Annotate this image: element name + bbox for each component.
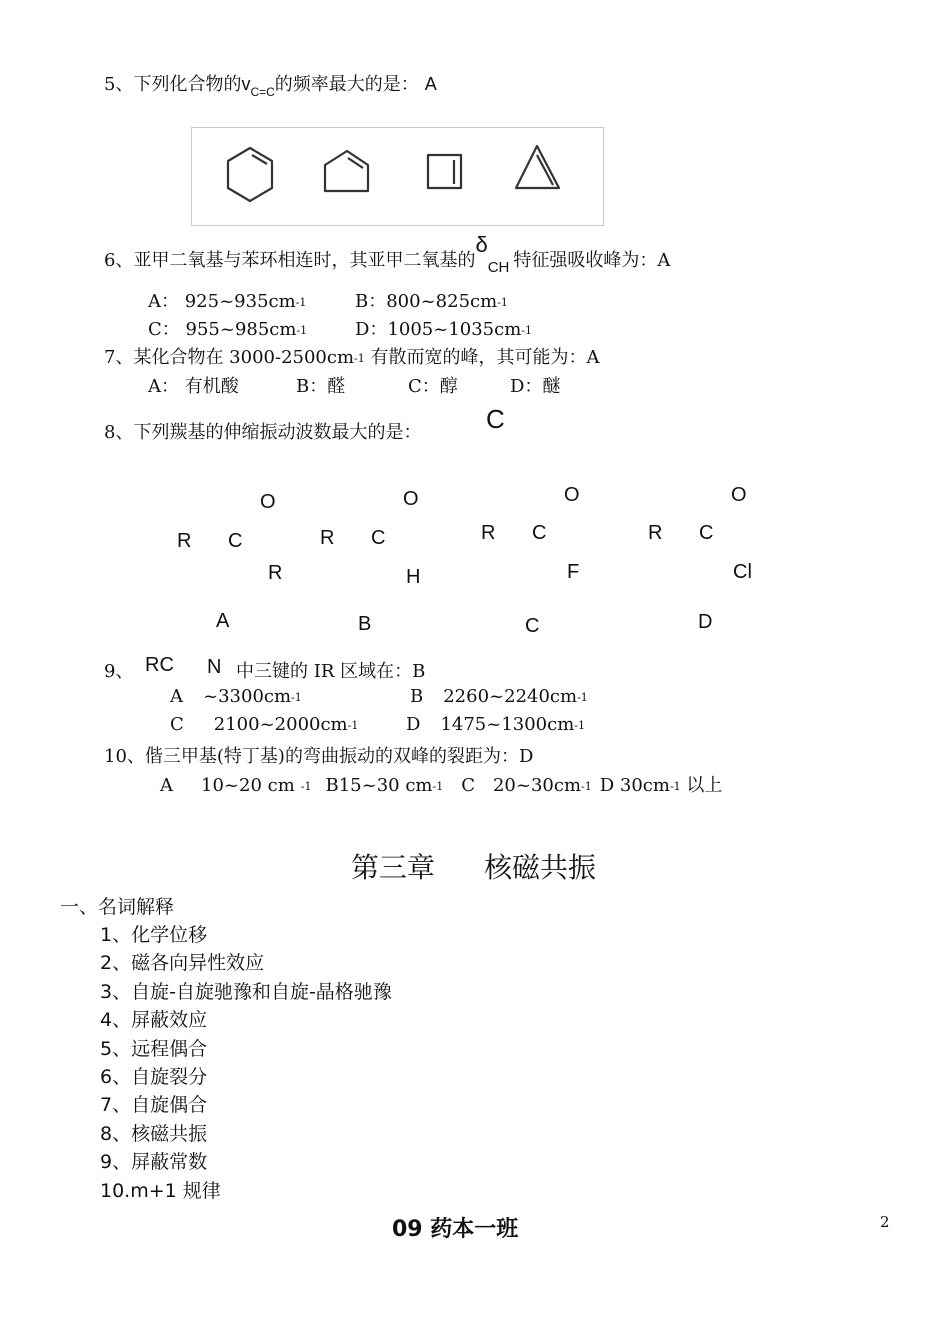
footer-class-name: 09 药本一班	[392, 1217, 519, 1242]
carbonyl-d-substituent: Cl	[733, 561, 752, 583]
q6-delta-symbol: δ	[475, 232, 488, 257]
q9-n: N	[207, 656, 222, 678]
list-item: 10.m+1 规律	[100, 1180, 221, 1202]
carbonyl-a-carbon: C	[228, 530, 243, 552]
carbonyl-b-substituent: H	[406, 566, 421, 588]
q7-suffix: 有散而宽的峰，其可能为：A	[370, 347, 600, 368]
list-item: 2、磁各向异性效应	[100, 952, 265, 974]
chapter-title: 第三章	[351, 851, 436, 884]
q9-option-d-value: 1475~1300cm	[440, 714, 575, 735]
q7-sup: -1	[354, 352, 365, 365]
q10-option-d: D 30cm	[599, 775, 670, 796]
q6-option-c-label: C：	[148, 319, 180, 340]
q9-rc: RC	[145, 654, 174, 676]
carbonyl-b-label: B	[358, 613, 372, 635]
carbonyl-d-carbon: C	[699, 522, 714, 544]
list-item: 9、屏蔽常数	[100, 1151, 208, 1173]
list-item: 6、自旋裂分	[100, 1066, 208, 1088]
list-item: 8、核磁共振	[100, 1123, 208, 1145]
q10-option-a-label: A	[160, 775, 173, 796]
carbonyl-a-oxygen: O	[260, 491, 276, 513]
question-8: 8、下列羰基的伸缩振动波数最大的是：	[104, 422, 422, 443]
q6-option-c-value: 955~985cm	[185, 319, 297, 340]
carbonyl-c-carbon: C	[532, 522, 547, 544]
q9-option-d-sup: -1	[574, 719, 586, 732]
carbonyl-d-oxygen: O	[731, 484, 747, 506]
ring-structures-drawing	[192, 128, 603, 225]
carbonyl-d-r: R	[648, 522, 663, 544]
ring-structures-image	[191, 127, 604, 226]
q9-option-d-label: D	[406, 714, 421, 735]
carbonyl-b-carbon: C	[371, 527, 386, 549]
q10-option-a-value: 10~20 cm	[201, 775, 295, 796]
q6-option-a-value: 925~935cm	[184, 291, 296, 312]
q6-option-a-label: A：	[148, 291, 179, 312]
q6-option-c-sup: -1	[296, 324, 308, 337]
q5-nu-symbol: v	[241, 74, 251, 94]
q9-option-b-sup: -1	[577, 691, 588, 704]
list-item: 1、化学位移	[100, 924, 208, 946]
q6-option-b-value: 800~825cm	[386, 291, 498, 312]
q5-prefix: 5、下列化合物的	[104, 74, 242, 95]
q6-option-b-sup: -1	[497, 296, 508, 309]
cyclopropene-ring	[516, 146, 559, 188]
carbonyl-b-oxygen: O	[403, 488, 419, 510]
question-6	[104, 232, 671, 276]
q7-option-c: C：醇	[408, 376, 458, 397]
q10-option-c-sup: -1	[581, 780, 592, 793]
q10-option-c-value: 20~30cm	[492, 775, 582, 796]
q6-option-b	[355, 287, 508, 313]
cyclohexene-ring	[228, 148, 272, 201]
carbonyl-a-substituent: R	[268, 562, 283, 584]
carbonyl-c-r: R	[481, 522, 496, 544]
q7-option-a: A： 有机酸	[148, 376, 239, 397]
list-item: 5、远程偶合	[100, 1038, 208, 1060]
q9-option-c-sup: -1	[347, 719, 359, 732]
q9-option-a	[170, 686, 302, 707]
carbonyl-a-r: R	[177, 530, 192, 552]
q10-option-d-suffix: 以上	[686, 775, 723, 796]
q9-option-c-value: 2100~2000cm	[213, 714, 348, 735]
q9-option-a-sup: -1	[291, 691, 302, 704]
q10-options	[160, 771, 722, 797]
q5-nu-subscript: C=C	[250, 85, 275, 99]
q9-option-b-value: 2260~2240cm	[443, 686, 578, 707]
question-10: 10、偕三甲基(特丁基)的弯曲振动的双峰的裂距为：D	[104, 746, 534, 767]
carbonyl-c-oxygen: O	[564, 484, 580, 506]
q7-option-d: D：醚	[510, 376, 561, 397]
q6-suffix: 特征强吸收峰为：A	[513, 250, 671, 271]
q6-option-a-sup: -1	[295, 296, 307, 309]
q5-suffix: 的频率最大的是：	[274, 74, 419, 95]
q6-option-c	[148, 315, 307, 341]
q8-answer: C	[486, 404, 505, 434]
q10-option-a-sup: -1	[300, 780, 312, 793]
q9-suffix: 中三键的 IR 区域在：B	[236, 661, 426, 682]
q5-answer: A	[424, 74, 437, 94]
q9-option-a-value: ~3300cm	[203, 686, 292, 707]
cyclopentene-ring	[325, 151, 368, 191]
section-heading: 一、名词解释	[60, 896, 175, 918]
q9-option-c	[170, 714, 358, 735]
q9-number: 9、	[104, 661, 134, 682]
q9-option-b	[410, 686, 588, 707]
carbonyl-c-substituent: F	[567, 561, 580, 583]
carbonyl-d-label: D	[698, 611, 713, 633]
q6-option-d-label: D：	[355, 319, 388, 340]
carbonyl-c-label: C	[525, 615, 540, 637]
q6-option-d-value: 1005~1035cm	[387, 319, 522, 340]
q6-option-b-label: B：	[355, 291, 387, 312]
question-9	[104, 657, 133, 683]
q9-option-b-label: B	[410, 686, 424, 707]
q6-option-d-sup: -1	[521, 324, 533, 337]
q7-prefix: 7、某化合物在 3000-2500cm	[104, 347, 355, 368]
list-item: 4、屏蔽效应	[100, 1009, 208, 1031]
q6-option-d	[355, 315, 532, 341]
q7-option-b: B：醛	[296, 376, 346, 397]
chapter-subtitle: 核磁共振	[484, 851, 597, 884]
q6-delta-subscript: CH	[487, 259, 510, 276]
q10-option-d-sup: -1	[669, 780, 681, 793]
carbonyl-a-label: A	[216, 610, 230, 632]
q6-option-a	[148, 287, 306, 313]
q10-option-c-label: C	[461, 775, 475, 796]
carbonyl-b-r: R	[320, 527, 335, 549]
page-number: 2	[880, 1213, 890, 1231]
list-item: 7、自旋偶合	[100, 1094, 208, 1116]
cyclobutene-ring	[428, 155, 461, 188]
question-5	[104, 70, 437, 99]
q10-option-b: B15~30 cm	[325, 775, 433, 796]
list-item: 3、自旋-自旋驰豫和自旋-晶格驰豫	[100, 981, 392, 1003]
q6-prefix: 6、亚甲二氧基与苯环相连时，其亚甲二氧基的	[104, 250, 476, 271]
q9-option-c-label: C	[170, 714, 184, 735]
q9-option-a-label: A	[170, 686, 183, 707]
q10-option-b-sup: -1	[432, 780, 444, 793]
question-7	[104, 343, 599, 369]
q9-option-d	[406, 714, 585, 735]
